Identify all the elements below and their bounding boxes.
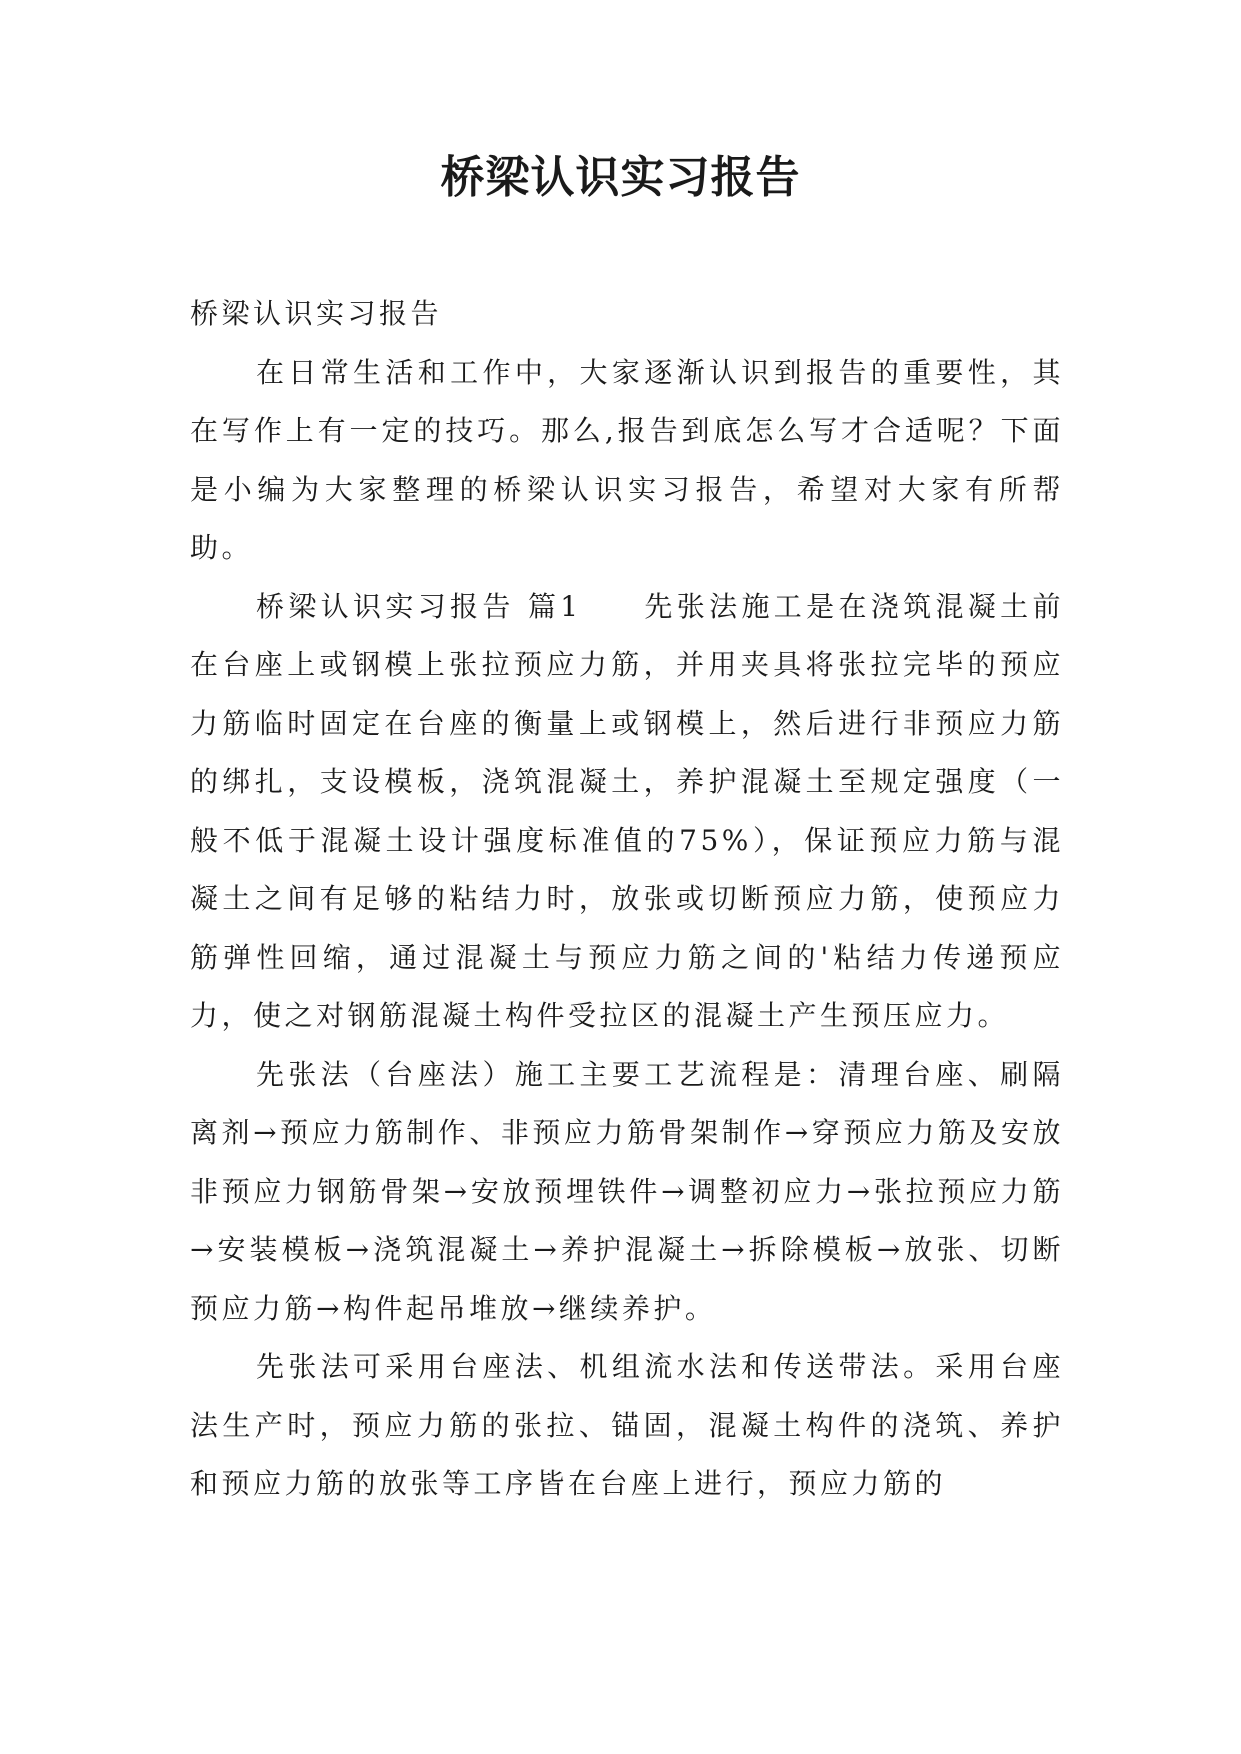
section-1-paragraph bbox=[190, 578, 1064, 1046]
report-subtitle: 桥梁认识实习报告 bbox=[190, 297, 443, 330]
section-1-text: 先张法施工是在浇筑混凝土前在台座上或钢模上张拉预应力筋，并用夹具将张拉完毕的预应力筋临时固定在台座的衡量上或钢模上，然后进行非预应力筋的绑扎，支设模板，浇筑混凝土，养护混凝土至规定强度（一般不低于混凝土设计强度标准值的75%），保证预应力筋与混凝土之间有足够的粘结力时，放张或切断预应力筋，使预应力筋弹性回缩，通过混凝土与预应力筋之间的'粘结力传递预应力，使之对钢筋混凝土构件受拉区的混凝土产生预压应力。 bbox=[190, 589, 1064, 1032]
methods-paragraph: 先张法可采用台座法、机组流水法和传送带法。采用台座法生产时，预应力筋的张拉、锚固，混凝土构件的浇筑、养护和预应力筋的放张等工序皆在台座上进行，预应力筋的 bbox=[190, 1350, 1064, 1500]
document-body bbox=[190, 285, 1064, 1514]
document-title: 桥梁认识实习报告 bbox=[440, 152, 801, 203]
intro-paragraph: 在日常生活和工作中，大家逐渐认识到报告的重要性，其在写作上有一定的技巧。那么,报告到底怎么写才合适呢？下面是小编为大家整理的桥梁认识实习报告，希望对大家有所帮助。 bbox=[190, 355, 1064, 564]
process-paragraph: 先张法（台座法）施工主要工艺流程是：清理台座、刷隔离剂→预应力筋制作、非预应力筋骨架制作→穿预应力筋及安放非预应力钢筋骨架→安放预埋铁件→调整初应力→张拉预应力筋→安装模板→浇筑混凝土→养护混凝土→拆除模板→放张、切断预应力筋→构件起吊堆放→继续养护。 bbox=[190, 1057, 1064, 1325]
section-1-heading: 桥梁认识实习报告 篇1 bbox=[256, 589, 582, 623]
